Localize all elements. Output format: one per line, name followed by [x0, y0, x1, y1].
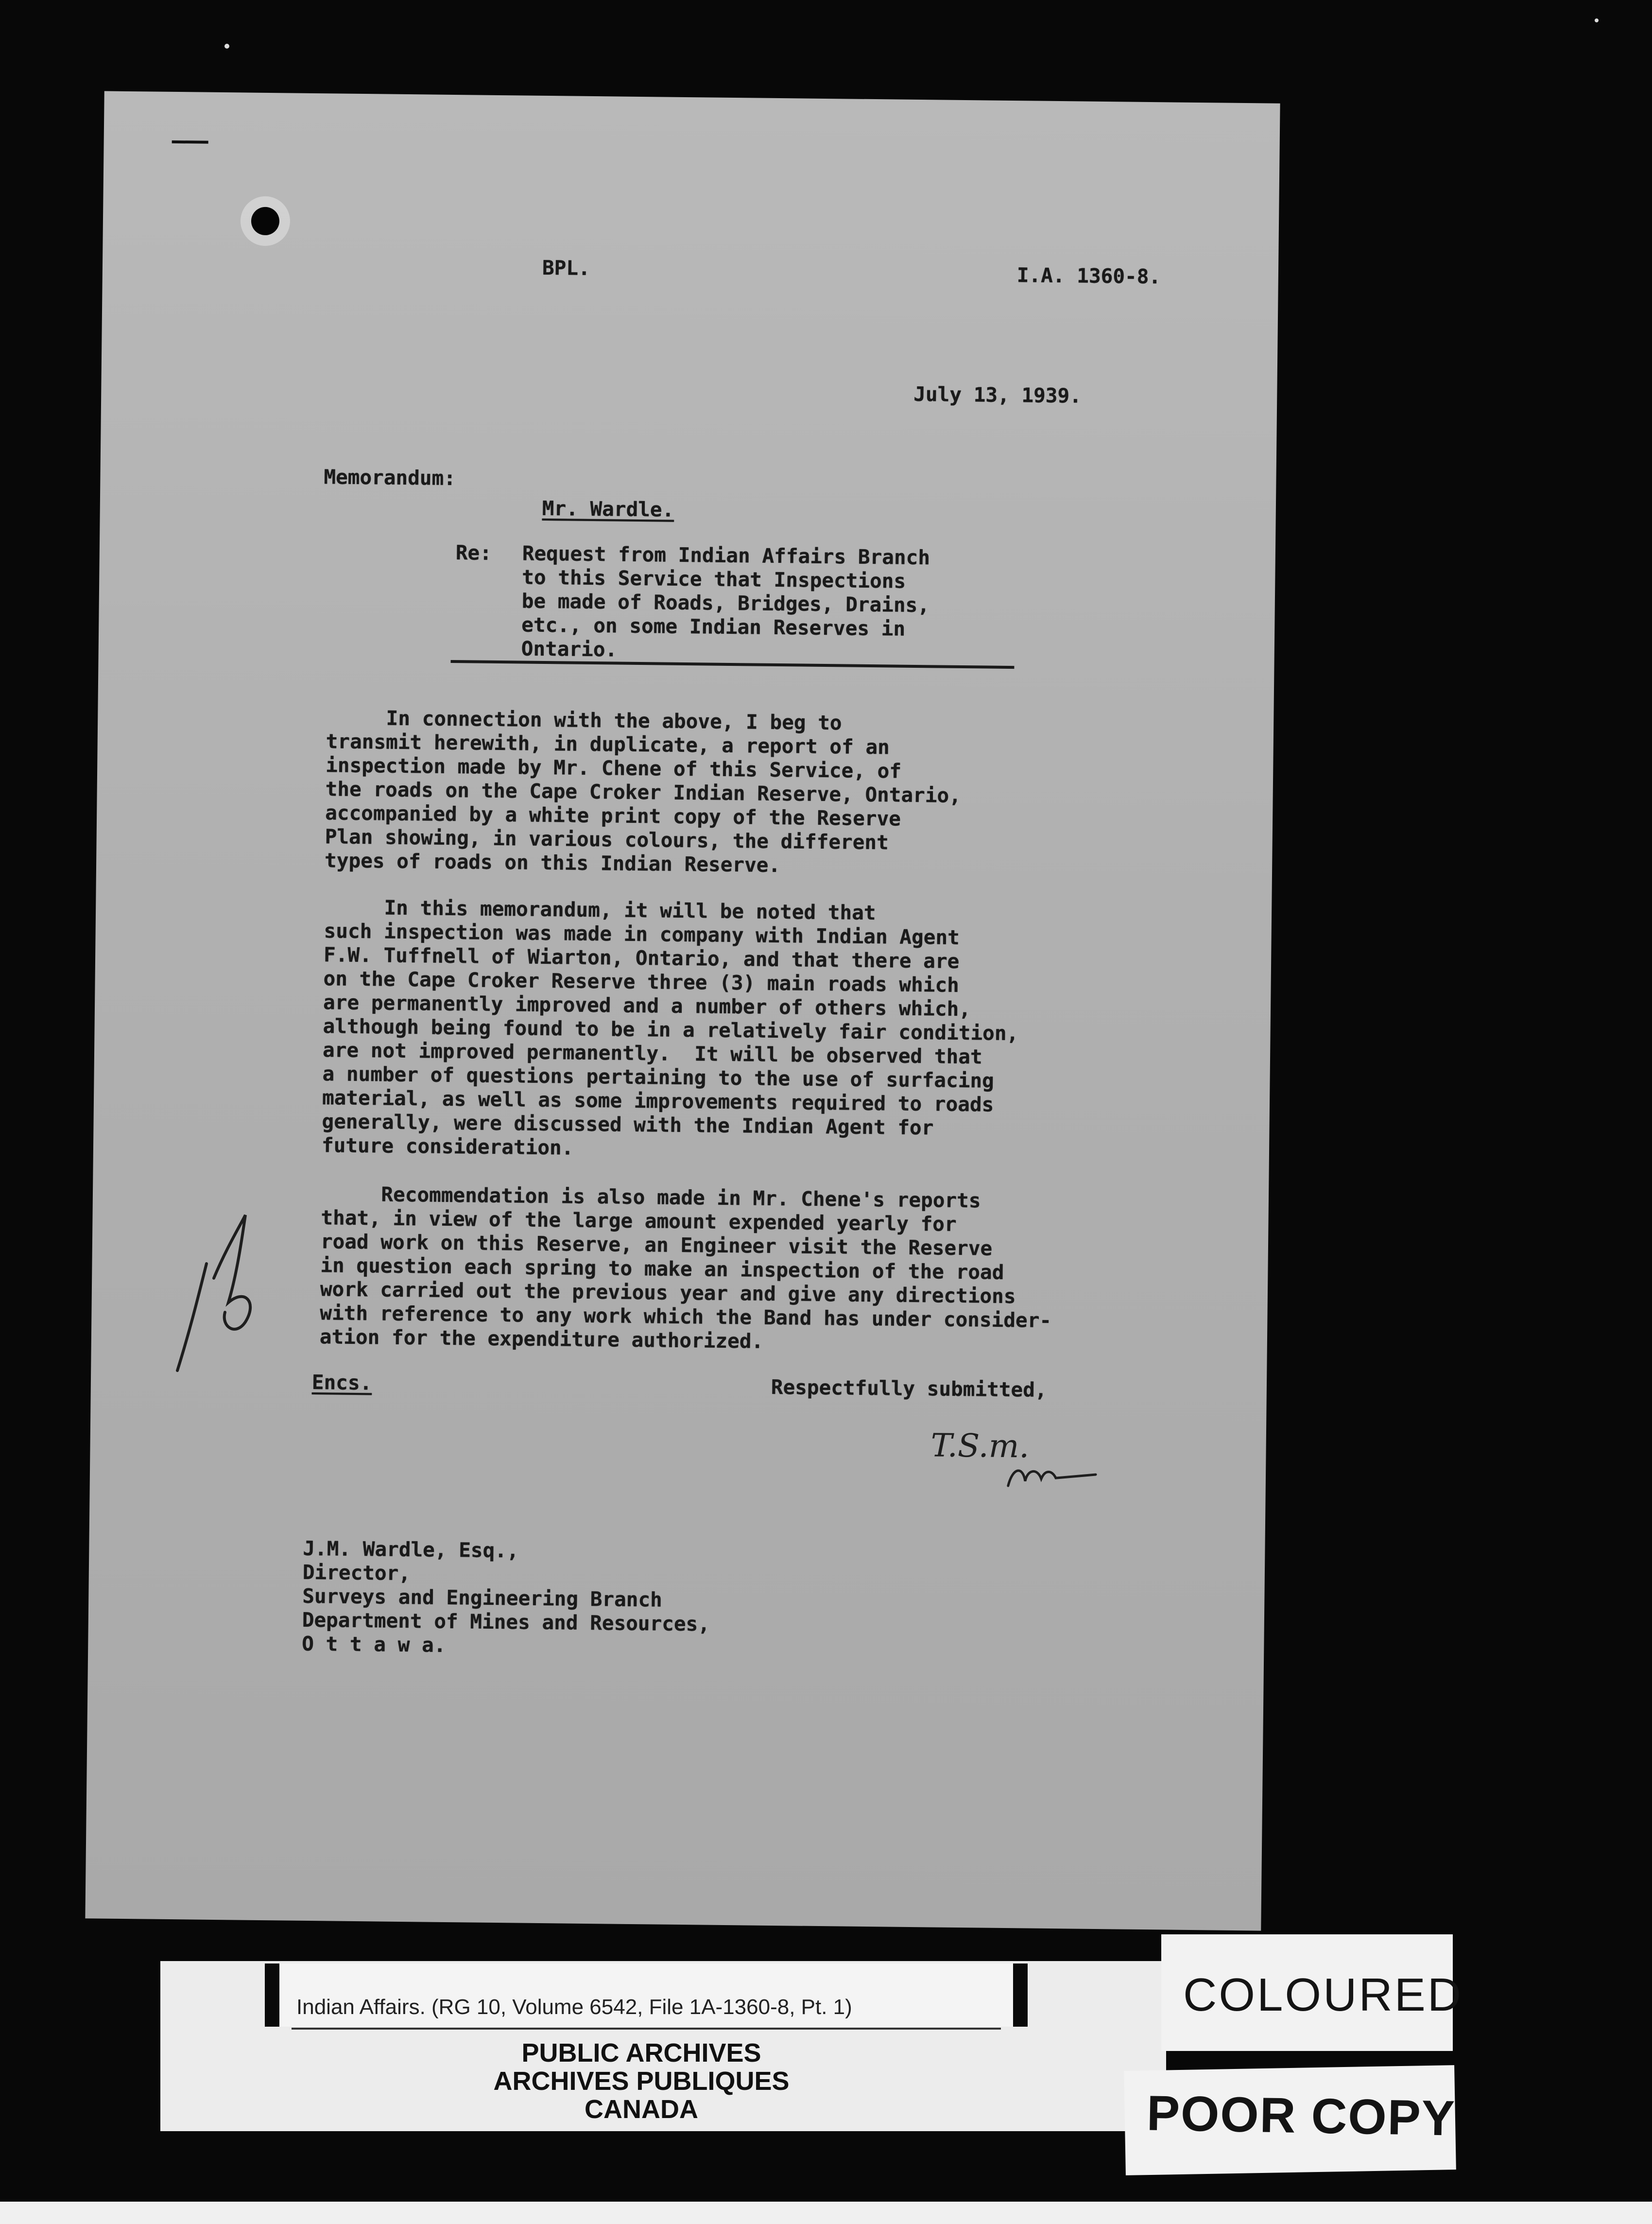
re-line: Ontario.	[521, 637, 618, 661]
paragraph-line: the roads on the Cape Croker Indian Reserve, Ontario,	[325, 777, 962, 807]
paragraph-line: Plan showing, in various colours, the different	[325, 825, 889, 854]
coloured-stamp-text: COLOURED	[1183, 1969, 1463, 2021]
paragraph-line: such inspection was made in company with Indian Agent	[324, 919, 960, 949]
paragraph-line: work carried out the previous year and give any directions	[320, 1277, 1016, 1308]
pencil-dash-mark	[172, 140, 208, 144]
paragraph-line: In this memorandum, it will be noted that	[324, 895, 876, 925]
poor-copy-stamp-text: POOR COPY	[1146, 2085, 1456, 2146]
paragraph-line: that, in view of the large amount expended yearly for	[321, 1206, 957, 1236]
addressee: Mr. Wardle.	[542, 496, 674, 521]
paragraph-line: although being found to be in a relatively fair condition,	[323, 1014, 1019, 1045]
archive-line: PUBLIC ARCHIVES	[521, 2038, 761, 2068]
paragraph-line: F.W. Tuffnell of Wiarton, Ontario, and that there are	[323, 943, 960, 973]
reference-underline	[292, 2028, 1001, 2030]
re-line: Request from Indian Affairs Branch	[522, 541, 930, 570]
paragraph-line: Recommendation is also made in Mr. Chene's reports	[321, 1182, 981, 1213]
archive-institution	[466, 2039, 816, 2123]
re-line: to this Service that Inspections	[522, 565, 906, 593]
handwritten-initials: T.S.m.	[930, 1426, 1030, 1465]
paragraph-line: with reference to any work which the Band has under consider-	[320, 1301, 1052, 1332]
paragraph-line: are permanently improved and a number of others which,	[323, 990, 971, 1021]
file-code-left: BPL.	[542, 256, 590, 280]
dust-speck	[224, 44, 229, 49]
closing-line: Respectfully submitted,	[771, 1375, 1047, 1402]
paragraph-line: generally, were discussed with the Indian Agent for	[322, 1110, 934, 1140]
memo-date: July 13, 1939.	[913, 382, 1082, 408]
re-line: etc., on some Indian Reserves in	[521, 613, 906, 641]
archive-line: ARCHIVES PUBLIQUES	[493, 2067, 790, 2096]
paragraph-line: future consideration.	[321, 1133, 574, 1160]
paragraph-line: material, as well as some improvements required to roads	[322, 1086, 994, 1116]
recipient-line: J.M. Wardle, Esq.,	[303, 1536, 519, 1563]
recipient-line: Director,	[302, 1560, 411, 1585]
paragraph-line: a number of questions pertaining to the use of surfacing	[322, 1062, 995, 1093]
file-code-right: I.A. 1360-8.	[1016, 263, 1161, 289]
recipient-line: O t t a w a.	[302, 1632, 446, 1657]
paragraph-line: transmit herewith, in duplicate, a report of an	[326, 730, 890, 759]
paragraph-line: inspection made by Mr. Chene of this Service, of	[326, 753, 902, 783]
memorandum-label: Memorandum:	[324, 465, 456, 490]
paragraph-line: road work on this Reserve, an Engineer visit the Reserve	[320, 1230, 993, 1260]
punch-hole-icon	[251, 207, 280, 236]
recipient-line: Department of Mines and Resources,	[302, 1608, 710, 1636]
recipient-line: Surveys and Engineering Branch	[302, 1584, 663, 1612]
signature-scribble-icon	[1003, 1459, 1101, 1494]
archive-line: CANADA	[585, 2095, 698, 2124]
paragraph-line: accompanied by a white print copy of the Reserve	[325, 801, 901, 831]
dust-speck	[1595, 18, 1599, 22]
paragraph-line: types of roads on this Indian Reserve.	[324, 849, 781, 877]
paragraph-line: ation for the expenditure authorized.	[319, 1325, 764, 1353]
subject-underline	[450, 660, 1014, 669]
paragraph-line: are not improved permanently. It will be observed that	[322, 1038, 982, 1069]
re-line: be made of Roads, Bridges, Drains,	[521, 589, 930, 617]
margin-note-icon	[168, 1205, 265, 1380]
paragraph-line: In connection with the above, I beg to	[326, 706, 842, 735]
film-bottom-edge	[0, 2202, 1652, 2224]
paragraph-line: on the Cape Croker Reserve three (3) main roads which	[323, 967, 960, 997]
enclosures-label: Encs.	[311, 1371, 372, 1395]
re-label: Re:	[455, 541, 492, 565]
memo-page	[85, 91, 1280, 1930]
archive-reference: Indian Affairs. (RG 10, Volume 6542, File 1A-1360-8, Pt. 1)	[296, 1995, 852, 2019]
paragraph-line: in question each spring to make an inspection of the road	[320, 1253, 1004, 1284]
